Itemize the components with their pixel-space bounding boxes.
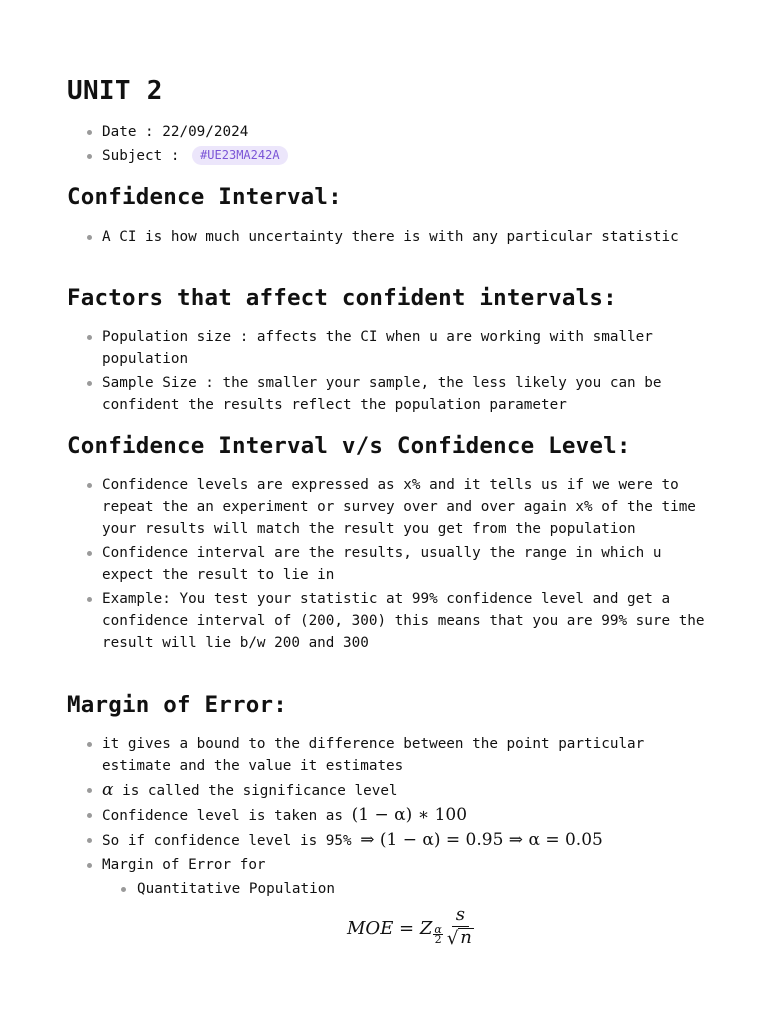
list-item	[67, 326, 707, 370]
list-item	[67, 854, 707, 876]
subject-tag[interactable]: #UE23MA242A	[192, 146, 287, 165]
date-item	[67, 121, 707, 143]
ci-vs-cl-list	[67, 474, 707, 656]
list-item-text: Population size : affects the CI when u are working with smaller population	[102, 329, 653, 367]
formula-equals: =	[393, 917, 420, 939]
list-item-text: is called the significance level	[113, 783, 398, 799]
list-item-text: A CI is how much uncertainty there is with any particular statistic	[102, 229, 679, 245]
list-item	[67, 733, 707, 777]
list-item	[67, 779, 707, 802]
list-item	[67, 372, 707, 416]
sub-list-item	[67, 878, 707, 900]
list-item	[67, 804, 707, 827]
list-item-text: Confidence levels are expressed as x% and it tells us if we were to repeat the an experiment or survey over and over again x% of the time your results will match the result you get from the population	[102, 477, 696, 537]
confidence-level-math: (1 − α) ∗ 100	[351, 805, 468, 825]
page-title: UNIT 2	[67, 76, 163, 106]
subscript-numerator: α	[434, 922, 442, 936]
alpha-derivation-math: ⇒ (1 − α) = 0.95 ⇒ α = 0.05	[360, 830, 603, 850]
list-item-text: Confidence level is taken as	[102, 808, 352, 824]
formula-z-subscript	[433, 922, 442, 946]
date-text: Date : 22/09/2024	[102, 124, 249, 140]
list-item-text: Quantitative Population	[137, 881, 335, 897]
moe-list	[67, 733, 707, 902]
list-item-text: Confidence interval are the results, usually the range in which u expect the result to lie in	[102, 545, 662, 583]
subject-item	[67, 145, 707, 167]
moe-formula	[347, 906, 474, 950]
list-item-text: Margin of Error for	[102, 857, 266, 873]
factors-list	[67, 326, 707, 418]
list-item	[67, 542, 707, 586]
list-item	[67, 829, 707, 852]
list-item	[67, 226, 707, 248]
fraction-denominator	[447, 927, 474, 950]
subject-label: Subject :	[102, 148, 180, 164]
list-item-text: it gives a bound to the difference between the point particular estimate and the value it estimates	[102, 736, 645, 774]
fraction-numerator: s	[452, 906, 469, 927]
meta-list	[67, 121, 707, 169]
list-item	[67, 588, 707, 654]
radicand: n	[460, 927, 472, 948]
formula-z: Z	[419, 917, 433, 939]
formula-lhs: MOE	[347, 917, 394, 939]
ci-list	[67, 226, 707, 250]
subscript-denominator: 2	[434, 932, 442, 946]
heading-ci-vs-cl: Confidence Interval v/s Confidence Level:	[67, 433, 631, 459]
list-item	[67, 474, 707, 540]
list-item-text: Example: You test your statistic at 99% confidence level and get a confidence interval of (200, 300) this means that you are 99% sure the result will lie b/w 200 and 300	[102, 591, 705, 651]
formula-fraction	[447, 906, 474, 950]
heading-margin-of-error: Margin of Error:	[67, 692, 287, 718]
list-item-text: Sample Size : the smaller your sample, the less likely you can be confident the results reflect the population parameter	[102, 375, 662, 413]
heading-factors: Factors that affect confident intervals:	[67, 285, 617, 311]
radical-sign: √	[446, 928, 459, 949]
alpha-symbol: α	[102, 780, 114, 800]
heading-confidence-interval: Confidence Interval:	[67, 184, 342, 210]
list-item-text: So if confidence level is 95%	[102, 833, 361, 849]
